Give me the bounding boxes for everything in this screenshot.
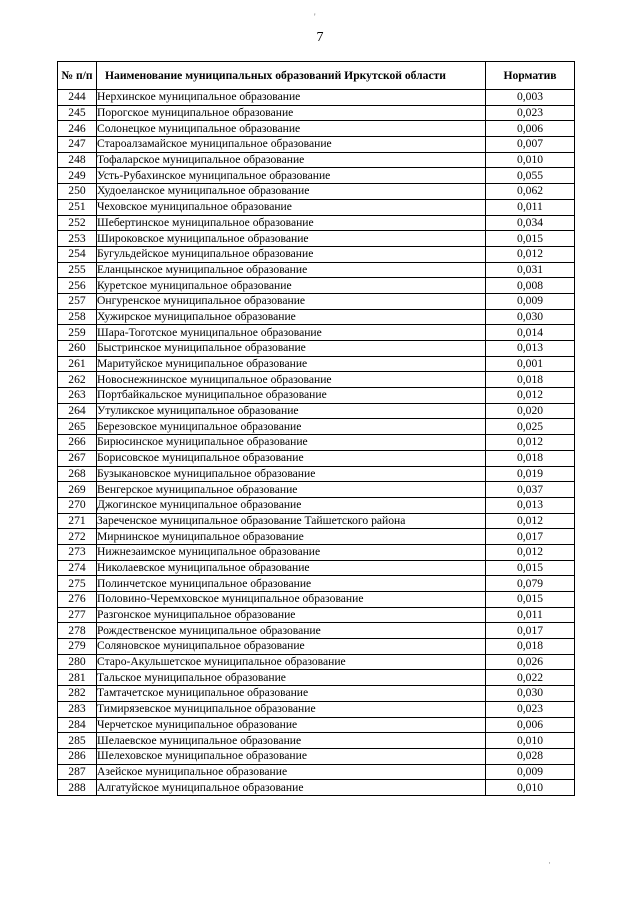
table-row <box>58 215 575 231</box>
table-row <box>58 686 575 702</box>
row-value: 0,030 <box>486 309 575 325</box>
row-name: Половино-Черемховское муниципальное образование <box>97 592 486 608</box>
row-value: 0,012 <box>486 544 575 560</box>
row-number: 254 <box>58 246 97 262</box>
row-name: Тофаларское муниципальное образование <box>97 152 486 168</box>
row-value: 0,012 <box>486 435 575 451</box>
table-row <box>58 780 575 796</box>
row-number: 252 <box>58 215 97 231</box>
row-value: 0,017 <box>486 529 575 545</box>
row-name: Бузыкановское муниципальное образование <box>97 466 486 482</box>
table-row <box>58 90 575 106</box>
row-value: 0,012 <box>486 388 575 404</box>
table-row <box>58 309 575 325</box>
row-number: 280 <box>58 654 97 670</box>
page-number: 7 <box>316 30 324 45</box>
table-row <box>58 231 575 247</box>
row-value: 0,009 <box>486 764 575 780</box>
row-number: 273 <box>58 544 97 560</box>
row-number: 258 <box>58 309 97 325</box>
row-number: 282 <box>58 686 97 702</box>
row-number: 248 <box>58 152 97 168</box>
table-row <box>58 701 575 717</box>
row-value: 0,022 <box>486 670 575 686</box>
row-value: 0,011 <box>486 607 575 623</box>
table-row <box>58 450 575 466</box>
row-name: Старо-Акульшетское муниципальное образование <box>97 654 486 670</box>
row-name: Бугульдейское муниципальное образование <box>97 246 486 262</box>
table-row <box>58 341 575 357</box>
row-name: Николаевское муниципальное образование <box>97 560 486 576</box>
table-header-row <box>58 62 575 90</box>
row-name: Усть-Рубахинское муниципальное образование <box>97 168 486 184</box>
row-number: 276 <box>58 592 97 608</box>
row-name: Широковское муниципальное образование <box>97 231 486 247</box>
row-number: 279 <box>58 639 97 655</box>
row-name: Венгерское муниципальное образование <box>97 482 486 498</box>
row-name: Быстринское муниципальное образование <box>97 341 486 357</box>
row-number: 283 <box>58 701 97 717</box>
row-number: 264 <box>58 403 97 419</box>
scan-mark: · <box>548 858 551 868</box>
row-name: Порогское муниципальное образование <box>97 105 486 121</box>
header-name: Наименование муниципальных образований Иркутской области <box>97 62 486 90</box>
row-name: Алгатуйское муниципальное образование <box>97 780 486 796</box>
row-name: Онгуренское муниципальное образование <box>97 293 486 309</box>
row-number: 287 <box>58 764 97 780</box>
table-row <box>58 105 575 121</box>
row-number: 250 <box>58 184 97 200</box>
row-value: 0,003 <box>486 90 575 106</box>
row-value: 0,026 <box>486 654 575 670</box>
row-value: 0,008 <box>486 278 575 294</box>
row-name: Соляновское муниципальное образование <box>97 639 486 655</box>
row-name: Тальское муниципальное образование <box>97 670 486 686</box>
normative-table <box>57 61 575 796</box>
table-row <box>58 639 575 655</box>
row-value: 0,018 <box>486 450 575 466</box>
table-row <box>58 184 575 200</box>
row-number: 272 <box>58 529 97 545</box>
row-number: 267 <box>58 450 97 466</box>
row-number: 259 <box>58 325 97 341</box>
table-body <box>58 90 575 796</box>
table-row <box>58 607 575 623</box>
row-number: 265 <box>58 419 97 435</box>
row-name: Маритуйское муниципальное образование <box>97 356 486 372</box>
table-row <box>58 388 575 404</box>
row-number: 285 <box>58 733 97 749</box>
row-number: 247 <box>58 137 97 153</box>
table-row <box>58 293 575 309</box>
table-row <box>58 246 575 262</box>
row-value: 0,015 <box>486 560 575 576</box>
row-value: 0,028 <box>486 748 575 764</box>
row-name: Нижнезаимское муниципальное образование <box>97 544 486 560</box>
row-name: Шара-Тоготское муниципальное образование <box>97 325 486 341</box>
row-value: 0,062 <box>486 184 575 200</box>
row-value: 0,006 <box>486 717 575 733</box>
header-value: Норматив <box>486 62 575 90</box>
row-number: 278 <box>58 623 97 639</box>
row-number: 268 <box>58 466 97 482</box>
row-value: 0,023 <box>486 701 575 717</box>
row-name: Джогинское муниципальное образование <box>97 497 486 513</box>
table-row <box>58 403 575 419</box>
row-name: Разгонское муниципальное образование <box>97 607 486 623</box>
table-row <box>58 764 575 780</box>
table-row <box>58 529 575 545</box>
row-name: Полинчетское муниципальное образование <box>97 576 486 592</box>
row-name: Нерхинское муниципальное образование <box>97 90 486 106</box>
table-row <box>58 262 575 278</box>
row-value: 0,010 <box>486 780 575 796</box>
row-value: 0,079 <box>486 576 575 592</box>
row-name: Портбайкальское муниципальное образование <box>97 388 486 404</box>
row-value: 0,030 <box>486 686 575 702</box>
row-value: 0,009 <box>486 293 575 309</box>
row-value: 0,037 <box>486 482 575 498</box>
row-name: Хужирское муниципальное образование <box>97 309 486 325</box>
row-number: 270 <box>58 497 97 513</box>
row-number: 262 <box>58 372 97 388</box>
row-number: 260 <box>58 341 97 357</box>
row-number: 269 <box>58 482 97 498</box>
row-value: 0,018 <box>486 639 575 655</box>
table-row <box>58 419 575 435</box>
row-name: Тимирязевское муниципальное образование <box>97 701 486 717</box>
row-value: 0,006 <box>486 121 575 137</box>
table-row <box>58 482 575 498</box>
row-number: 286 <box>58 748 97 764</box>
row-number: 275 <box>58 576 97 592</box>
row-name: Зареченское муниципальное образование Тайшетского района <box>97 513 486 529</box>
row-name: Худоеланское муниципальное образование <box>97 184 486 200</box>
row-name: Утуликское муниципальное образование <box>97 403 486 419</box>
row-value: 0,019 <box>486 466 575 482</box>
row-value: 0,031 <box>486 262 575 278</box>
table-row <box>58 497 575 513</box>
table-row <box>58 152 575 168</box>
row-number: 284 <box>58 717 97 733</box>
row-value: 0,013 <box>486 497 575 513</box>
row-number: 251 <box>58 199 97 215</box>
row-value: 0,011 <box>486 199 575 215</box>
row-number: 255 <box>58 262 97 278</box>
row-name: Мирнинское муниципальное образование <box>97 529 486 545</box>
row-number: 274 <box>58 560 97 576</box>
row-value: 0,023 <box>486 105 575 121</box>
row-number: 281 <box>58 670 97 686</box>
row-value: 0,012 <box>486 246 575 262</box>
row-name: Еланцынское муниципальное образование <box>97 262 486 278</box>
table-row <box>58 278 575 294</box>
row-name: Бирюсинское муниципальное образование <box>97 435 486 451</box>
row-name: Березовское муниципальное образование <box>97 419 486 435</box>
row-value: 0,025 <box>486 419 575 435</box>
table-row <box>58 576 575 592</box>
table-row <box>58 733 575 749</box>
table-row <box>58 325 575 341</box>
row-value: 0,055 <box>486 168 575 184</box>
row-name: Борисовское муниципальное образование <box>97 450 486 466</box>
row-name: Куретское муниципальное образование <box>97 278 486 294</box>
row-number: 257 <box>58 293 97 309</box>
scan-mark: ' <box>314 12 316 22</box>
table-row <box>58 623 575 639</box>
row-value: 0,012 <box>486 513 575 529</box>
row-number: 263 <box>58 388 97 404</box>
row-number: 244 <box>58 90 97 106</box>
table-row <box>58 513 575 529</box>
row-name: Шелаевское муниципальное образование <box>97 733 486 749</box>
row-name: Шелеховское муниципальное образование <box>97 748 486 764</box>
row-number: 249 <box>58 168 97 184</box>
row-value: 0,034 <box>486 215 575 231</box>
row-value: 0,015 <box>486 231 575 247</box>
table-row <box>58 560 575 576</box>
table-row <box>58 654 575 670</box>
row-number: 271 <box>58 513 97 529</box>
row-name: Азейское муниципальное образование <box>97 764 486 780</box>
row-number: 266 <box>58 435 97 451</box>
row-value: 0,010 <box>486 152 575 168</box>
row-value: 0,018 <box>486 372 575 388</box>
table-row <box>58 199 575 215</box>
row-name: Шебертинское муниципальное образование <box>97 215 486 231</box>
row-name: Черчетское муниципальное образование <box>97 717 486 733</box>
row-name: Тамтачетское муниципальное образование <box>97 686 486 702</box>
table-row <box>58 544 575 560</box>
row-number: 256 <box>58 278 97 294</box>
row-value: 0,015 <box>486 592 575 608</box>
row-value: 0,001 <box>486 356 575 372</box>
row-value: 0,013 <box>486 341 575 357</box>
row-value: 0,017 <box>486 623 575 639</box>
row-number: 261 <box>58 356 97 372</box>
table-row <box>58 592 575 608</box>
row-name: Чеховское муниципальное образование <box>97 199 486 215</box>
table-row <box>58 356 575 372</box>
table-row <box>58 137 575 153</box>
table-row <box>58 466 575 482</box>
row-name: Староалзамайское муниципальное образование <box>97 137 486 153</box>
row-number: 288 <box>58 780 97 796</box>
row-number: 246 <box>58 121 97 137</box>
row-value: 0,014 <box>486 325 575 341</box>
row-number: 277 <box>58 607 97 623</box>
table-row <box>58 670 575 686</box>
table-row <box>58 372 575 388</box>
table-row <box>58 121 575 137</box>
header-num: № п/п <box>58 62 97 90</box>
row-name: Солонецкое муниципальное образование <box>97 121 486 137</box>
row-value: 0,020 <box>486 403 575 419</box>
table-row <box>58 748 575 764</box>
row-number: 245 <box>58 105 97 121</box>
row-number: 253 <box>58 231 97 247</box>
table-row <box>58 717 575 733</box>
table-row <box>58 168 575 184</box>
table-row <box>58 435 575 451</box>
row-name: Рождественское муниципальное образование <box>97 623 486 639</box>
row-value: 0,010 <box>486 733 575 749</box>
row-name: Новоснежнинское муниципальное образование <box>97 372 486 388</box>
row-value: 0,007 <box>486 137 575 153</box>
